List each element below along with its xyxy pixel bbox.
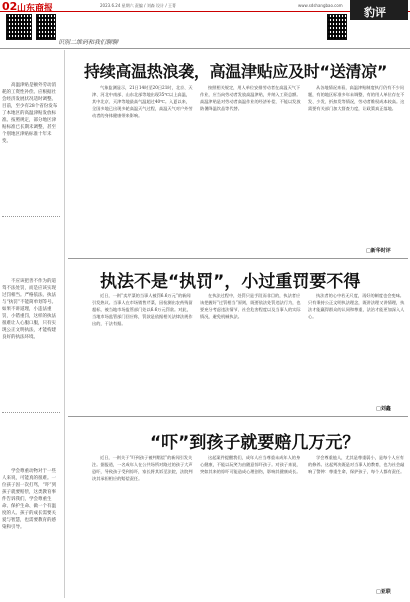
article-byline: □亚联 xyxy=(376,589,391,595)
divider xyxy=(0,48,410,49)
article-paragraph: 从各地情况来看，高温津贴制度执行仍有不少问题，有的地区标准多年未调整，有的用人单位存在不发、少发、折扣发等情况，劳动者维权成本较高。这需要有关部门加大督查力度，让政策真正落地。 xyxy=(308,85,405,111)
sidebar-note: 高温津贴是额外劳动消耗的工资性补偿。应根据社会经济发展状况适时调整。目前，至少有28个省份发布了本地区的高温津贴发放标准。按照规定，部分地区津贴标准已长期未调整，甚至个别地区津贴标准十年未变。 xyxy=(2,83,58,144)
section-title: 豹评 xyxy=(364,6,386,19)
article-paragraph: 学会尊重他人，尤其是尊重弱小，是每个人应有的修养。这起判决既是对当事人的教育，也为社会敲响了警钟：尊重生命，保护孩子，每个人都有责任。 xyxy=(308,455,405,474)
article-headline: 持续高温热浪袭，高温津贴应及时“送清凉” xyxy=(84,62,388,81)
article-paragraph: 气象监测显示，21日14时至20日21时，北京、天津、河北中南部、山东北部等地出现35℃以上高温，其中北京、天津等地最高气温超过40℃。入夏以来，全国多地已出现多轮高温天气过程，高温天气对户外劳动者的身体健康带来影响。 xyxy=(92,85,193,118)
article-divider xyxy=(68,416,408,417)
article-byline: □刘鑫 xyxy=(376,406,391,412)
qr-code-icon[interactable] xyxy=(36,14,56,40)
sidebar-separator xyxy=(2,412,60,418)
masthead xyxy=(0,0,410,12)
article-paragraph: 这起案件提醒我们，成年人应当尊重未成年人的身心健康，不能以玩笑为由随意惊吓孩子。对孩子来说，突如其来的惊吓可能造成心理创伤，影响其健康成长。 xyxy=(200,455,301,474)
sidebar-note: 学会尊重动物对于一些人来说，可能真的很难。一位孩子因一次打骂，“吓”到孩子就要赔偿，这类教育事件告诉我们，学会尊重生命、保护生命、做一个有温度的人。孩子的成长需要关爱与智慧，也需要教育的感染和引导。 xyxy=(2,469,57,530)
qr-code-icon[interactable] xyxy=(6,14,32,40)
article-paragraph: 近日，一则“卖芹菜的当事人被罚6.6万元”的新闻引发热议。当事人在市场销售芹菜，因检测出农药残留超标，被当地市场监管部门处以6.6万元罚款。对此，当地市场监管部门回应称，罚款是依据相关法律法规作出的，于法有据。 xyxy=(92,293,193,326)
sidebar-divider xyxy=(64,50,65,598)
issue-info: 2023.6.24 星期六 责编 / 刘森 设计 / 王菁 xyxy=(100,3,176,8)
article-byline: □新华时评 xyxy=(366,248,391,254)
slogan: 识别二维码和我们聊聊 xyxy=(58,39,119,46)
website[interactable]: www.sdshangbao.com xyxy=(298,3,343,8)
sidebar-note: 不应该把善不作为的道驾不法处罚，而是应该实现过罚相当。严格依法、执法与“执罚”不能简单划等号。如果不讲道理，小违法重罚，小错重罚，这样的执法很难让人心服口服，只有实现公正文明执法，才能构建良好的执法环境。 xyxy=(2,279,57,340)
article-paragraph: 执法者的心中若无尺度，再好的制度也会变味。只有秉持公正文明执法理念，既讲法理又讲情理，执法才能赢得群众的认同和尊重，法治才能更加深入人心。 xyxy=(308,293,405,319)
article-headline: “吓”到孩子就要赔几万元？ xyxy=(150,433,360,453)
page-number: 02 xyxy=(2,0,18,13)
article-paragraph: 按照相关规定，用人单位安排劳动者在高温天气下作业，应当向劳动者发放高温津贴，并纳入工资总额。高温津贴是对劳动者高温作业的经济补偿，不能以发放防暑降温饮品等代替。 xyxy=(200,85,301,111)
sidebar-separator xyxy=(2,216,60,222)
article-headline: 执法不是“执罚”，小过重罚要不得 xyxy=(100,272,361,292)
paper-name: 山东商报 xyxy=(17,4,54,14)
article-divider xyxy=(68,258,408,259)
article-paragraph: 近日，一则关于“吓到孩子被判赔偿”的新闻引发关注。据报道，一名成年人在公共场所对路过的孩子大声恐吓，导致孩子受到惊吓，家长将其诉至法院，法院判决其承担相应的赔偿责任。 xyxy=(92,455,193,481)
qr-code-icon[interactable] xyxy=(327,14,347,40)
article-paragraph: 在执法过程中，处罚只是手段而非目的，执法者应该把握好“过罚相当”原则，既要依法处罚违法行为，也要充分考虑违法情节、社会危害程度以及当事人的实际情况，避免机械执法。 xyxy=(200,293,301,319)
